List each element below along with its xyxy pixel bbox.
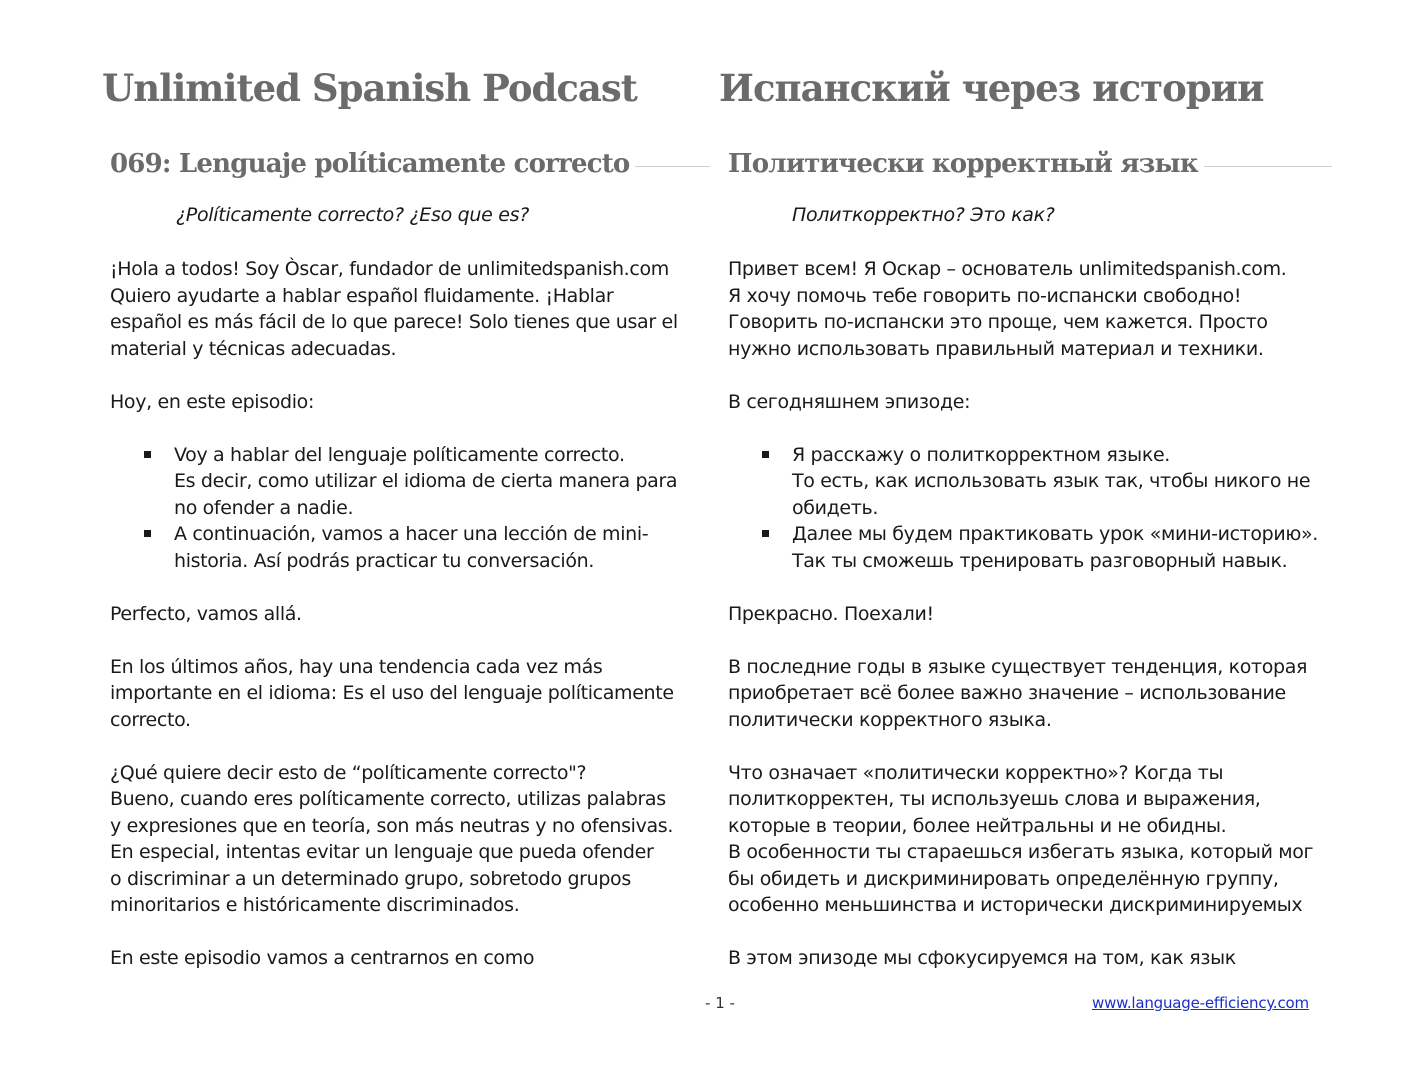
episode-heading: [110, 142, 710, 186]
text-line: То есть, как использовать язык так, чтобы никого не: [792, 470, 1311, 492]
text-line: correcto.: [110, 708, 191, 731]
focus-paragraph: En este episodio vamos a centrarnos en como: [110, 947, 535, 969]
go-paragraph: Прекрасно. Поехали!: [728, 602, 934, 625]
bullet-list: [728, 442, 1332, 575]
list-item: [728, 521, 1332, 574]
text-line: Voy a hablar del lenguaje políticamente correcto.: [174, 443, 625, 466]
episode-heading: [728, 142, 1332, 186]
subtitle: Политкорректно? Это как?: [792, 204, 1055, 226]
list-item: [110, 521, 706, 574]
trend-paragraph: [110, 654, 706, 734]
text-line: A continuación, vamos a hacer una lección de mini-: [174, 523, 649, 545]
trend-paragraph: [728, 654, 1332, 734]
episode-title: Политически корректный язык: [728, 149, 1198, 179]
text-line: нужно использовать правильный материал и техники.: [728, 337, 1264, 360]
page-number: - 1 -: [705, 994, 735, 1012]
page-title: Unlimited Spanish Podcast: [102, 66, 637, 110]
text-line: политически корректного языка.: [728, 708, 1052, 731]
text-line: Привет всем! Я Оскар – основатель unlimitedspanish.com.: [728, 258, 1287, 280]
text-line: español es más fácil de lo que parece! Solo tienes que usar el: [110, 311, 678, 333]
text-line: Далее мы будем практиковать урок «мини-историю».: [792, 523, 1318, 545]
text-line: которые в теории, более нейтральны и не обидны.: [728, 814, 1227, 837]
subtitle: ¿Políticamente correcto? ¿Eso que es?: [176, 204, 530, 226]
text-line: В последние годы в языке существует тенденция, которая: [728, 655, 1308, 678]
text-line: Так ты сможешь тренировать разговорный навык.: [792, 549, 1288, 572]
text-line: En los últimos años, hay una tendencia cada vez más: [110, 655, 603, 678]
body-text: [110, 256, 706, 998]
text-line: Говорить по-испански это проще, чем кажется. Просто: [728, 311, 1268, 333]
intro-paragraph: [110, 256, 706, 362]
text-line: Я хочу помочь тебе говорить по-испански свободно!: [728, 284, 1242, 307]
list-item: [728, 442, 1332, 522]
episode-title: 069: Lenguaje políticamente correcto: [110, 149, 630, 179]
text-line: y expresiones que en teoría, son más neutras y no ofensivas.: [110, 814, 674, 837]
text-line: В особенности ты стараешься избегать языка, который мог: [728, 841, 1314, 863]
page-title: Испанский через истории: [719, 66, 1264, 110]
text-line: Bueno, cuando eres políticamente correcto, utilizas palabras: [110, 788, 666, 810]
text-line: ¡Hola a todos! Soy Òscar, fundador de unlimitedspanish.com: [110, 258, 669, 280]
text-line: En especial, intentas evitar un lenguaje que pueda ofender: [110, 841, 654, 863]
episode-intro: Hoy, en este episodio:: [110, 390, 314, 413]
episode-intro: В сегодняшнем эпизоде:: [728, 390, 971, 413]
text-line: Я расскажу о политкорректном языке.: [792, 443, 1170, 466]
bullet-square-icon: [144, 530, 151, 537]
text-line: обидеть.: [792, 496, 879, 519]
text-line: политкорректен, ты используешь слова и выражения,: [728, 788, 1261, 810]
text-line: Что означает «политически корректно»? Когда ты: [728, 761, 1224, 784]
bullet-list: [110, 442, 706, 575]
focus-paragraph: В этом эпизоде мы сфокусируемся на том, как язык: [728, 947, 1236, 969]
text-line: importante en el idioma: Es el uso del lenguaje políticamente: [110, 682, 674, 704]
text-line: Quiero ayudarte a hablar español fluidamente. ¡Hablar: [110, 284, 614, 307]
heading-rule: [635, 166, 710, 167]
body-text: [728, 256, 1332, 998]
text-line: бы обидеть и дискриминировать определённую группу,: [728, 867, 1279, 890]
text-line: особенно меньшинства и исторически дискриминируемых: [728, 894, 1303, 916]
bullet-square-icon: [762, 530, 769, 537]
text-line: minoritarios e históricamente discriminados.: [110, 894, 520, 916]
text-line: ¿Qué quiere decir esto de “políticamente correcto"?: [110, 761, 587, 784]
intro-paragraph: [728, 256, 1332, 362]
text-line: приобретает всё более важно значение – использование: [728, 682, 1286, 704]
website-link[interactable]: www.language-efficiency.com: [1092, 994, 1309, 1012]
bullet-square-icon: [144, 451, 151, 458]
text-line: historia. Así podrás practicar tu conversación.: [174, 549, 595, 572]
meaning-paragraph: [728, 760, 1332, 919]
text-line: material y técnicas adecuadas.: [110, 337, 397, 360]
bullet-square-icon: [762, 451, 769, 458]
text-line: Es decir, como utilizar el idioma de cierta manera para: [174, 470, 678, 492]
heading-rule: [1204, 166, 1332, 167]
text-line: o discriminar a un determinado grupo, sobretodo grupos: [110, 867, 631, 890]
text-line: no ofender a nadie.: [174, 496, 354, 519]
meaning-paragraph: [110, 760, 706, 919]
go-paragraph: Perfecto, vamos allá.: [110, 602, 302, 625]
list-item: [110, 442, 706, 522]
